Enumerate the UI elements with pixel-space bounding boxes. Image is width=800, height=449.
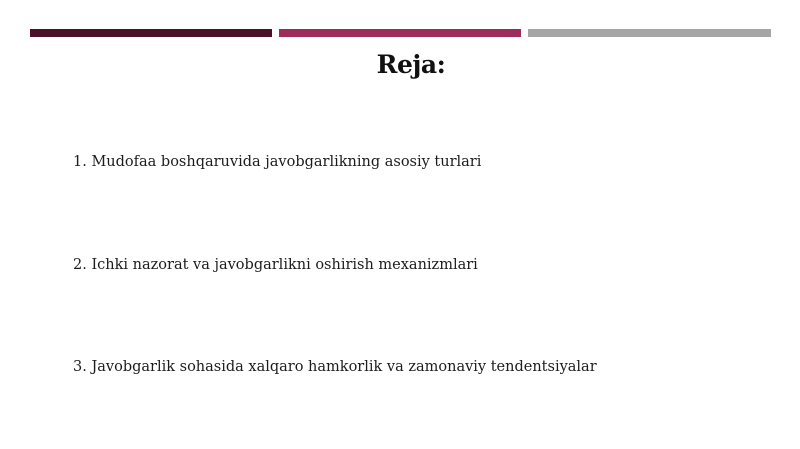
accent-bar-magenta [279,29,521,37]
list-item-2: 2. Ichki nazorat va javobgarlikni oshirish mexanizmlari [73,257,478,273]
accent-bar-gray [528,29,771,37]
slide-title: Reja: [376,50,446,79]
list-item-3: 3. Javobgarlik sohasida xalqaro hamkorlik va zamonaviy tendentsiyalar [73,359,597,375]
list-item-1: 1. Mudofaa boshqaruvida javobgarlikning asosiy turlari [73,154,482,170]
accent-bar-dark [30,29,272,37]
